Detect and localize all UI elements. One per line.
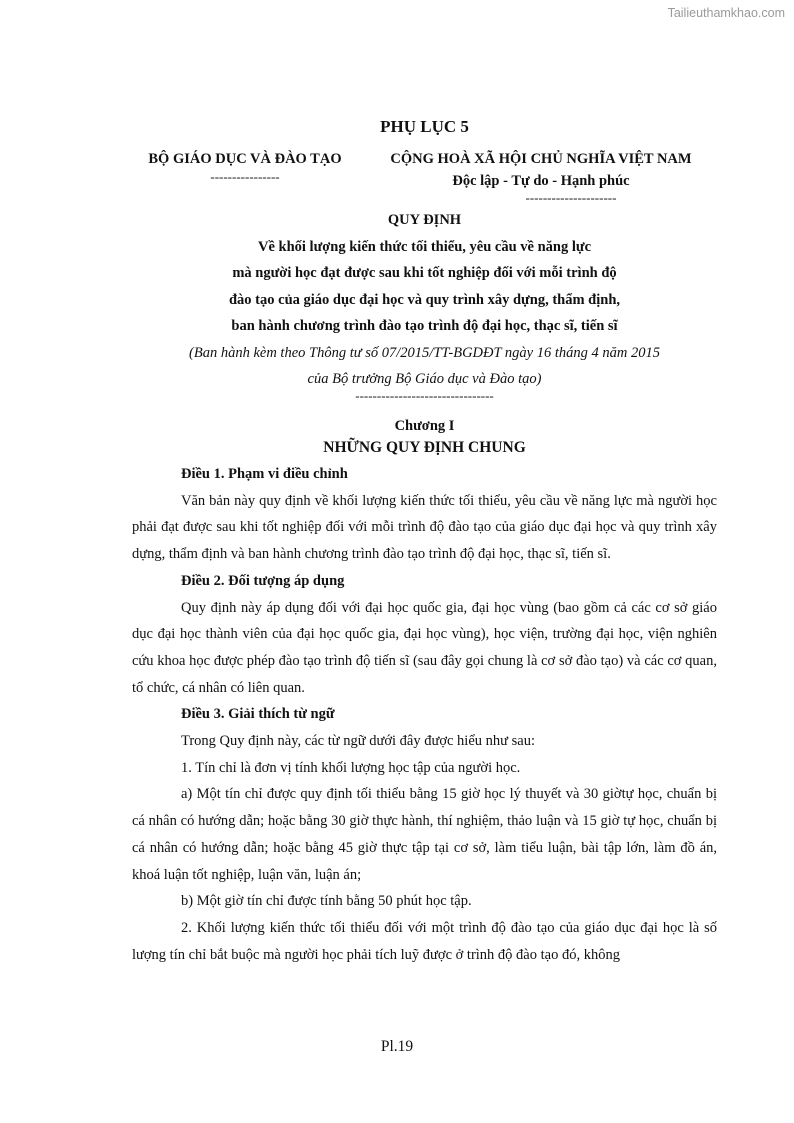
title-separator: -------------------------------- <box>355 387 494 403</box>
document-body <box>132 461 717 968</box>
article-2-heading: Điều 2. Đối tượng áp dụng <box>181 572 345 589</box>
page-number: Pl.19 <box>380 1038 414 1055</box>
article-3-clause-1b: b) Một giờ tín chỉ được tính bằng 50 phút học tập. <box>181 893 472 910</box>
issuance-note-line: của Bộ trưởng Bộ Giáo dục và Đào tạo) <box>307 371 542 387</box>
national-motto: Độc lập - Tự do - Hạnh phúc <box>452 173 630 189</box>
chapter-number: Chương I <box>394 418 455 434</box>
article-1-heading: Điều 1. Phạm vi điều chỉnh <box>181 466 348 482</box>
issuance-note-line: (Ban hành kèm theo Thông tư số 07/2015/TT-BGDĐT ngày 16 tháng 4 năm 2015 <box>189 344 660 361</box>
agency-name: BỘ GIÁO DỤC VÀ ĐÀO TẠO <box>148 151 342 167</box>
motto-separator: --------------------- <box>525 190 617 205</box>
regulation-title-line: Về khối lượng kiến thức tối thiểu, yêu cầu về năng lực <box>257 238 592 255</box>
article-3-clause-2: 2. Khối lượng kiến thức tối thiểu đối với một trình độ đào tạo của giáo dục đại học là số lượng tín chỉ bắt buộc mà người học phải tích luỹ được ở trình độ đào tạo đó, không <box>132 919 717 963</box>
article-3-heading: Điều 3. Giải thích từ ngữ <box>181 706 335 723</box>
agency-separator: ---------------- <box>210 169 280 184</box>
chapter-heading <box>132 417 717 460</box>
national-header <box>382 148 700 205</box>
regulation-title-block <box>132 207 717 402</box>
article-3-intro: Trong Quy định này, các từ ngữ dưới đây được hiểu như sau: <box>181 733 535 750</box>
article-2-paragraph: Quy định này áp dụng đối với đại học quốc gia, đại học vùng (bao gồm cả các cơ sở giáo dục đại học thành viên của đại học quốc gia, đại học vùng), học viện, trường đại học, viện nghiên cứu khoa học được phép đào tạo trình độ tiến sĩ (sau đây gọi chung là cơ sở đào tạo) và các cơ quan, tổ chức, cá nhân có liên quan. <box>132 599 717 696</box>
regulation-title-line: ban hành chương trình đào tạo trình độ đại học, thạc sĩ, tiến sĩ <box>231 318 618 334</box>
regulation-title-line: mà người học đạt được sau khi tốt nghiệp đối với mỗi trình độ <box>232 265 617 281</box>
regulation-label: QUY ĐỊNH <box>387 212 462 228</box>
article-1-paragraph: Văn bản này quy định về khối lượng kiến thức tối thiểu, yêu cầu về năng lực mà người học phải đạt được sau khi tốt nghiệp đối với mỗi trình độ đào tạo của giáo dục đại học và quy trình xây dựng, thẩm định và ban hành chương trình đào tạo trình độ đại học, thạc sĩ, tiến sĩ. <box>132 492 717 563</box>
chapter-title: NHỮNG QUY ĐỊNH CHUNG <box>323 439 526 456</box>
article-3-clause-1: 1. Tín chỉ là đơn vị tính khối lượng học tập của người học. <box>181 759 521 776</box>
issuing-agency <box>140 148 350 184</box>
regulation-title-line: đào tạo của giáo dục đại học và quy trình xây dựng, thẩm định, <box>228 291 621 308</box>
watermark: Tailieuthamkhao.com <box>667 6 785 20</box>
article-3-clause-1a: a) Một tín chỉ được quy định tối thiểu bằng 15 giờ học lý thuyết và 30 giờtự học, chuẩn bị cá nhân có hướng dẫn; hoặc bằng 30 giờ thực hành, thí nghiệm, thảo luận và 15 giờ tự học, chuẩn bị cá nhân có hướng dẫn; hoặc bằng 45 giờ thực tập tại cơ sở, làm tiểu luận, bài tập lớn, làm đồ án, khoá luận tốt nghiệp, luận văn, luận án; <box>132 786 717 883</box>
appendix-title: PHỤ LỤC 5 <box>380 117 469 136</box>
country-name: CỘNG HOÀ XÃ HỘI CHỦ NGHĨA VIỆT NAM <box>390 151 692 167</box>
